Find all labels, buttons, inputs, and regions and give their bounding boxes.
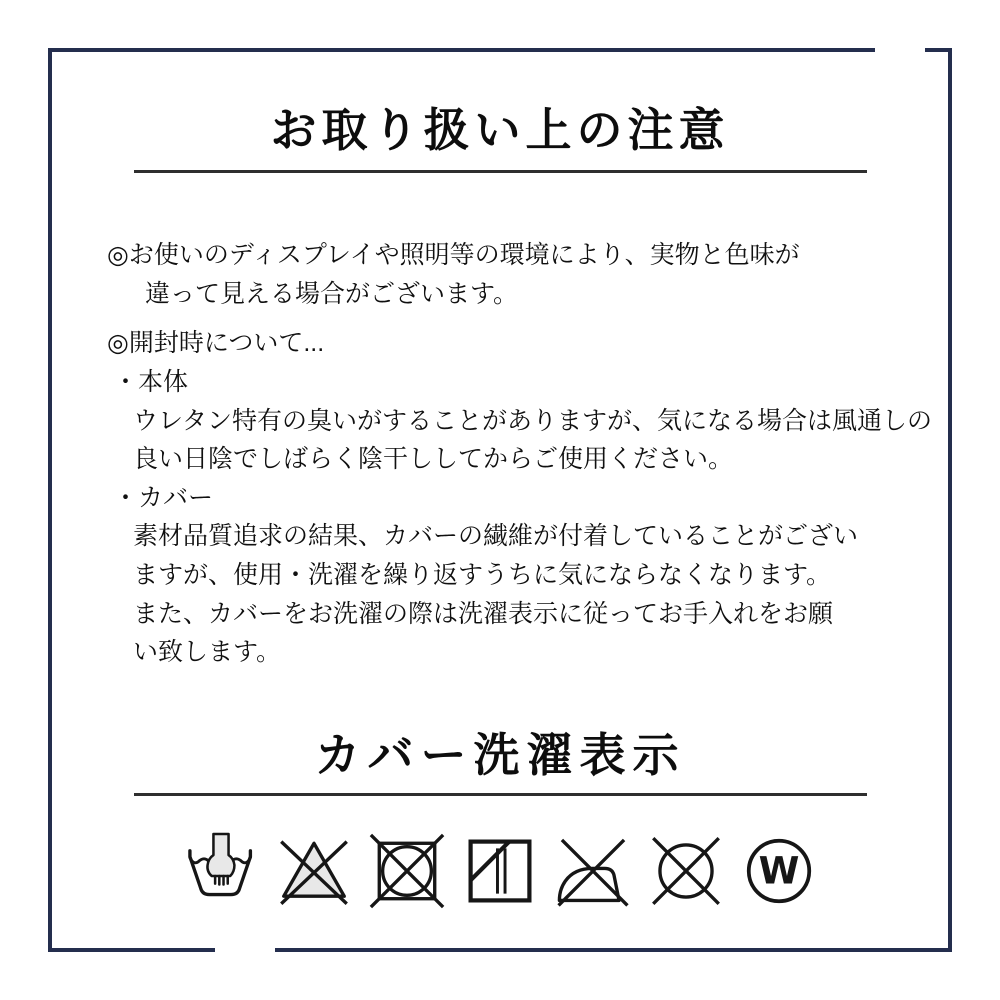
note-line: 素材品質追求の結果、カバーの繊維が付着していることがござい [133, 522, 859, 551]
note-line: ◎開封時について... [107, 329, 325, 358]
no-bleach-icon [272, 829, 356, 913]
handling-title: お取り扱い上の注意 [270, 104, 730, 156]
hand-wash-icon [179, 829, 263, 913]
note-line: ◎お使いのディスプレイや照明等の環境により、実物と色味が [107, 241, 800, 270]
note-line: 違って見える場合がございます。 [145, 279, 519, 308]
no-tumble-dry-icon [365, 829, 449, 913]
content-area [50, 50, 950, 950]
note-line: ・カバー [113, 483, 214, 512]
wet-clean-icon [737, 829, 821, 913]
note-line: 良い日陰でしばらく陰干ししてからご使用ください。 [133, 445, 734, 474]
no-iron-icon [551, 829, 635, 913]
note-line: ますが、使用・洗濯を繰り返すうちに気にならなくなります。 [133, 561, 832, 590]
drip-dry-in-shade-icon [458, 829, 542, 913]
note-line: い致します。 [133, 638, 282, 667]
handling-notes [107, 236, 950, 672]
note-line: ・本体 [113, 368, 189, 397]
care-title-underline [134, 793, 867, 796]
no-dry-clean-icon [644, 829, 728, 913]
wet-clean-letter: W [758, 849, 800, 893]
note-line: ウレタン特有の臭いがすることがありますが、気になる場合は風通しの [133, 406, 933, 435]
handling-title-underline [134, 170, 867, 173]
note-line: また、カバーをお洗濯の際は洗濯表示に従ってお手入れをお願 [133, 599, 834, 628]
care-symbols-row [50, 829, 950, 913]
care-title: カバー洗濯表示 [314, 728, 686, 781]
